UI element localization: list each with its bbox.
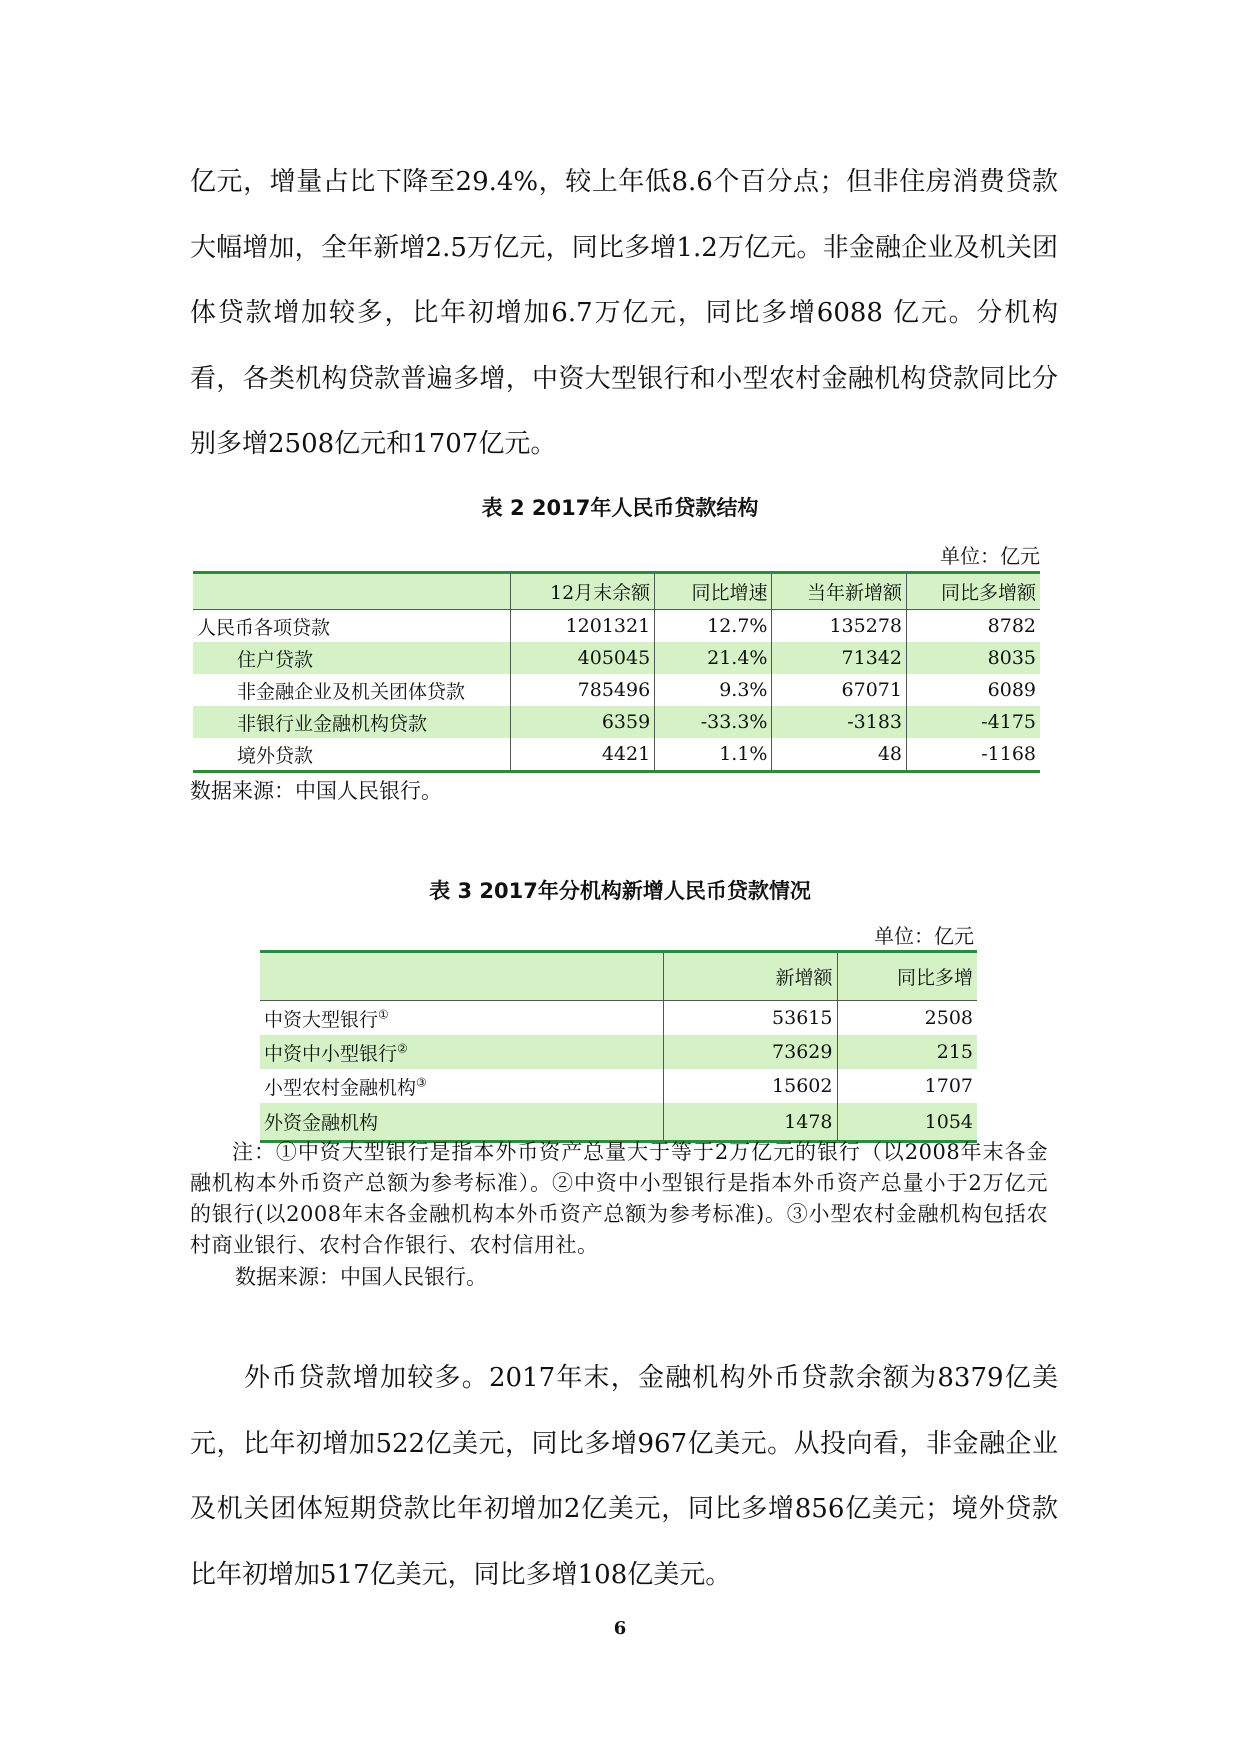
table-cell: 12.7% bbox=[655, 610, 772, 643]
table-cell: 8035 bbox=[907, 642, 1041, 674]
loans-by-institution-table bbox=[260, 950, 977, 1143]
table2-unit: 单位：亿元 bbox=[940, 544, 1040, 568]
table3-title: 表 3 2017年分机构新增人民币贷款情况 bbox=[429, 879, 811, 903]
column-header: 新增额 bbox=[663, 952, 837, 1001]
column-header: 同比增速 bbox=[655, 573, 772, 610]
table-cell: 73629 bbox=[663, 1035, 837, 1069]
table-row bbox=[193, 674, 1040, 706]
table-cell: 4421 bbox=[510, 738, 654, 772]
column-header: 同比多增 bbox=[837, 952, 977, 1001]
column-header: 同比多增额 bbox=[907, 573, 1041, 610]
table-header-row bbox=[260, 952, 977, 1001]
table-cell: 9.3% bbox=[655, 674, 772, 706]
table-cell: 21.4% bbox=[655, 642, 772, 674]
row-label-text: 外资金融机构 bbox=[264, 1112, 379, 1134]
row-label bbox=[260, 1069, 663, 1103]
footnote-marker: ① bbox=[378, 1007, 389, 1022]
table-cell: 15602 bbox=[663, 1069, 837, 1103]
row-label bbox=[260, 1103, 663, 1142]
table3-note: 注：①中资大型银行是指本外币资产总量大于等于2万亿元的银行（以2008年末各金融机构本外币资产总额为参考标准）。②中资中小型银行是指本外币资产总量小于2万亿元的银行(以2008年末各金融机构本外币资产总额为参考标准)。③小型农村金融机构包括农村商业银行、农村合作银行、农村信用社。 bbox=[190, 1140, 1048, 1257]
table-cell: 1478 bbox=[663, 1103, 837, 1142]
table-cell: 6359 bbox=[510, 706, 654, 738]
table-cell: 1707 bbox=[837, 1069, 977, 1103]
column-header: 12月末余额 bbox=[510, 573, 654, 610]
table3-source: 数据来源：中国人民银行。 bbox=[235, 1265, 487, 1289]
table-header-row bbox=[193, 573, 1040, 610]
footnote-marker: ② bbox=[397, 1041, 408, 1056]
table2-source: 数据来源：中国人民银行。 bbox=[190, 779, 442, 803]
row-label: 非银行业金融机构贷款 bbox=[193, 706, 510, 738]
table-row bbox=[193, 706, 1040, 738]
table-cell: 1.1% bbox=[655, 738, 772, 772]
body-paragraph-2: 外币贷款增加较多。2017年末，金融机构外币贷款余额为8379亿美元，比年初增加522亿美元，同比多增967亿美元。从投向看，非金融企业及机关团体短期贷款比年初增加2亿美元，同比多增856亿美元；境外贷款比年初增加517亿美元，同比多增108亿美元。 bbox=[190, 1363, 1058, 1590]
rmb-loan-structure-table bbox=[193, 571, 1040, 773]
table3-unit: 单位：亿元 bbox=[874, 924, 974, 948]
table-row bbox=[260, 1103, 977, 1142]
table-row bbox=[260, 1035, 977, 1069]
row-label: 非金融企业及机关团体贷款 bbox=[237, 680, 466, 703]
table-cell: -3183 bbox=[772, 706, 907, 738]
table-cell: 2508 bbox=[837, 1001, 977, 1036]
row-label: 人民币各项贷款 bbox=[197, 616, 331, 639]
table-cell: -1168 bbox=[907, 738, 1041, 772]
table-cell: 67071 bbox=[772, 674, 907, 706]
table-cell: 135278 bbox=[772, 610, 907, 643]
table-row bbox=[260, 1069, 977, 1103]
table-row bbox=[193, 738, 1040, 772]
table-cell: 6089 bbox=[907, 674, 1041, 706]
table-cell: 1201321 bbox=[510, 610, 654, 643]
table-cell: 71342 bbox=[772, 642, 907, 674]
table-row bbox=[193, 642, 1040, 674]
row-label bbox=[260, 1035, 663, 1069]
row-label-text: 中资大型银行 bbox=[264, 1008, 379, 1031]
column-header bbox=[260, 952, 663, 1001]
column-header bbox=[193, 573, 510, 610]
row-label bbox=[260, 1001, 663, 1036]
table-cell: -33.3% bbox=[655, 706, 772, 738]
row-label-text: 中资中小型银行 bbox=[264, 1042, 398, 1065]
row-label: 住户贷款 bbox=[193, 642, 510, 674]
row-label-text: 小型农村金融机构 bbox=[264, 1076, 417, 1099]
page-number: 6 bbox=[613, 1618, 627, 1639]
column-header: 当年新增额 bbox=[772, 573, 907, 610]
table-row bbox=[260, 1001, 977, 1036]
table-cell: -4175 bbox=[907, 706, 1041, 738]
footnote-marker: ③ bbox=[416, 1075, 427, 1090]
body-paragraph-1: 亿元，增量占比下降至29.4%，较上年低8.6个百分点；但非住房消费贷款大幅增加，全年新增2.5万亿元，同比多增1.2万亿元。非金融企业及机关团体贷款增加较多，比年初增加6.7万亿元，同比多增6088 亿元。分机构看，各类机构贷款普遍多增，中资大型银行和小型农村金融机构贷款同比分别多增2508亿元和1707亿元。 bbox=[190, 167, 1058, 459]
row-label: 境外贷款 bbox=[237, 744, 314, 767]
table2-title: 表 2 2017年人民币贷款结构 bbox=[481, 496, 759, 520]
table-cell: 405045 bbox=[510, 642, 654, 674]
table-cell: 785496 bbox=[510, 674, 654, 706]
table-row bbox=[193, 610, 1040, 643]
table-cell: 8782 bbox=[907, 610, 1041, 643]
table-cell: 48 bbox=[772, 738, 907, 772]
table-cell: 1054 bbox=[837, 1103, 977, 1142]
table-cell: 215 bbox=[837, 1035, 977, 1069]
table-cell: 53615 bbox=[663, 1001, 837, 1036]
